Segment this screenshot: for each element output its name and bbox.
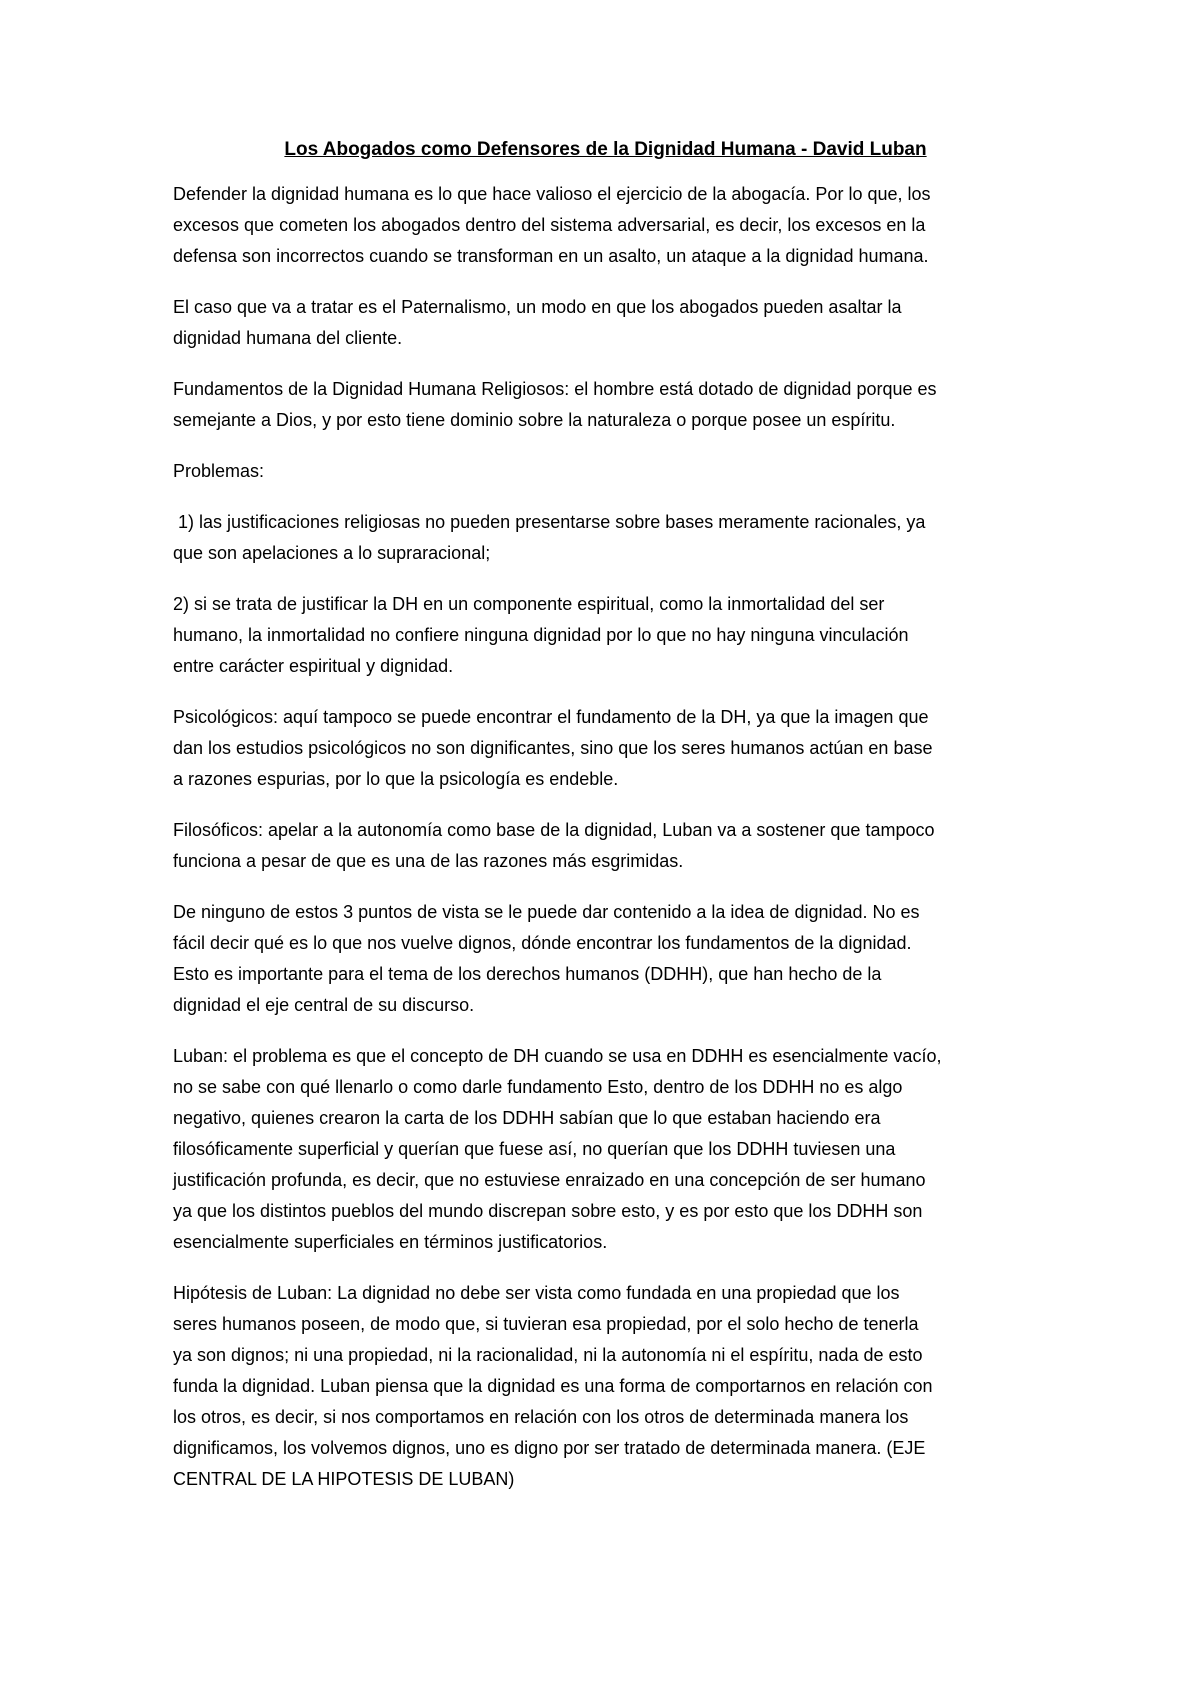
text-line: filosóficamente superficial y querían que fuese así, no querían que los DDHH tuviesen una <box>173 1139 896 1159</box>
paragraph-1 <box>173 179 1038 272</box>
text-line: los otros, es decir, si nos comportamos en relación con los otros de determinada manera los <box>173 1407 909 1427</box>
text-line: ya que los distintos pueblos del mundo discrepan sobre esto, y es por esto que los DDHH son <box>173 1201 923 1221</box>
text-line: humano, la inmortalidad no confiere ninguna dignidad por lo que no hay ninguna vinculación <box>173 625 909 645</box>
document-page <box>173 138 1038 1515</box>
text-line: Hipótesis de Luban: La dignidad no debe ser vista como fundada en una propiedad que los <box>173 1283 900 1303</box>
text-line: esencialmente superficiales en términos justificatorios. <box>173 1232 608 1252</box>
paragraph-7 <box>173 702 1038 795</box>
paragraph-10 <box>173 1041 1038 1258</box>
text-line: que son apelaciones a lo supraracional; <box>173 543 491 563</box>
text-line: semejante a Dios, y por esto tiene dominio sobre la naturaleza o porque posee un espíritu. <box>173 410 896 430</box>
text-line: Luban: el problema es que el concepto de DH cuando se usa en DDHH es esencialmente vacío, <box>173 1046 942 1066</box>
text-line: seres humanos poseen, de modo que, si tuvieran esa propiedad, por el solo hecho de tenerla <box>173 1314 919 1334</box>
text-line: Psicológicos: aquí tampoco se puede encontrar el fundamento de la DH, ya que la imagen que <box>173 707 929 727</box>
text-line: negativo, quienes crearon la carta de los DDHH sabían que lo que estaban haciendo era <box>173 1108 881 1128</box>
text-line: dignidad humana del cliente. <box>173 328 403 348</box>
paragraph-6 <box>173 589 1038 682</box>
text-line: 1) las justificaciones religiosas no pueden presentarse sobre bases meramente racionales, ya <box>173 512 926 532</box>
text-line: CENTRAL DE LA HIPOTESIS DE LUBAN) <box>173 1469 515 1489</box>
text-line: funda la dignidad. Luban piensa que la dignidad es una forma de comportarnos en relación con <box>173 1376 933 1396</box>
text-line: fácil decir qué es lo que nos vuelve dignos, dónde encontrar los fundamentos de la dignidad. <box>173 933 912 953</box>
paragraph-2 <box>173 292 1038 354</box>
paragraph-9 <box>173 897 1038 1021</box>
text-line: dignidad el eje central de su discurso. <box>173 995 475 1015</box>
text-line: ya son dignos; ni una propiedad, ni la racionalidad, ni la autonomía ni el espíritu, nada de esto <box>173 1345 923 1365</box>
text-line: Esto es importante para el tema de los derechos humanos (DDHH), que han hecho de la <box>173 964 882 984</box>
text-line: dan los estudios psicológicos no son dignificantes, sino que los seres humanos actúan en base <box>173 738 933 758</box>
text-line: 2) si se trata de justificar la DH en un componente espiritual, como la inmortalidad del ser <box>173 594 885 614</box>
paragraph-5 <box>173 507 1038 569</box>
document-title: Los Abogados como Defensores de la Dignidad Humana - David Luban <box>284 139 927 160</box>
paragraph-3 <box>173 374 1038 436</box>
text-line: El caso que va a tratar es el Paternalismo, un modo en que los abogados pueden asaltar la <box>173 297 902 317</box>
text-line: Fundamentos de la Dignidad Humana Religiosos: el hombre está dotado de dignidad porque es <box>173 379 937 399</box>
text-line: entre carácter espiritual y dignidad. <box>173 656 454 676</box>
text-line: Filosóficos: apelar a la autonomía como base de la dignidad, Luban va a sostener que tampoco <box>173 820 935 840</box>
text-line: defensa son incorrectos cuando se transforman en un asalto, un ataque a la dignidad humana. <box>173 246 929 266</box>
text-line: dignificamos, los volvemos dignos, uno es digno por ser tratado de determinada manera. (EJE <box>173 1438 926 1458</box>
document-body <box>173 179 1038 1495</box>
text-line: Problemas: <box>173 461 265 481</box>
paragraph-4 <box>173 456 1038 487</box>
paragraph-11 <box>173 1278 1038 1495</box>
paragraph-8 <box>173 815 1038 877</box>
text-line: no se sabe con qué llenarlo o como darle fundamento Esto, dentro de los DDHH no es algo <box>173 1077 903 1097</box>
text-line: Defender la dignidad humana es lo que hace valioso el ejercicio de la abogacía. Por lo que, los <box>173 184 931 204</box>
text-line: justificación profunda, es decir, que no estuviese enraizado en una concepción de ser humano <box>173 1170 926 1190</box>
text-line: funciona a pesar de que es una de las razones más esgrimidas. <box>173 851 684 871</box>
text-line: De ninguno de estos 3 puntos de vista se le puede dar contenido a la idea de dignidad. No es <box>173 902 920 922</box>
text-line: excesos que cometen los abogados dentro del sistema adversarial, es decir, los excesos en la <box>173 215 926 235</box>
text-line: a razones espurias, por lo que la psicología es endeble. <box>173 769 619 789</box>
